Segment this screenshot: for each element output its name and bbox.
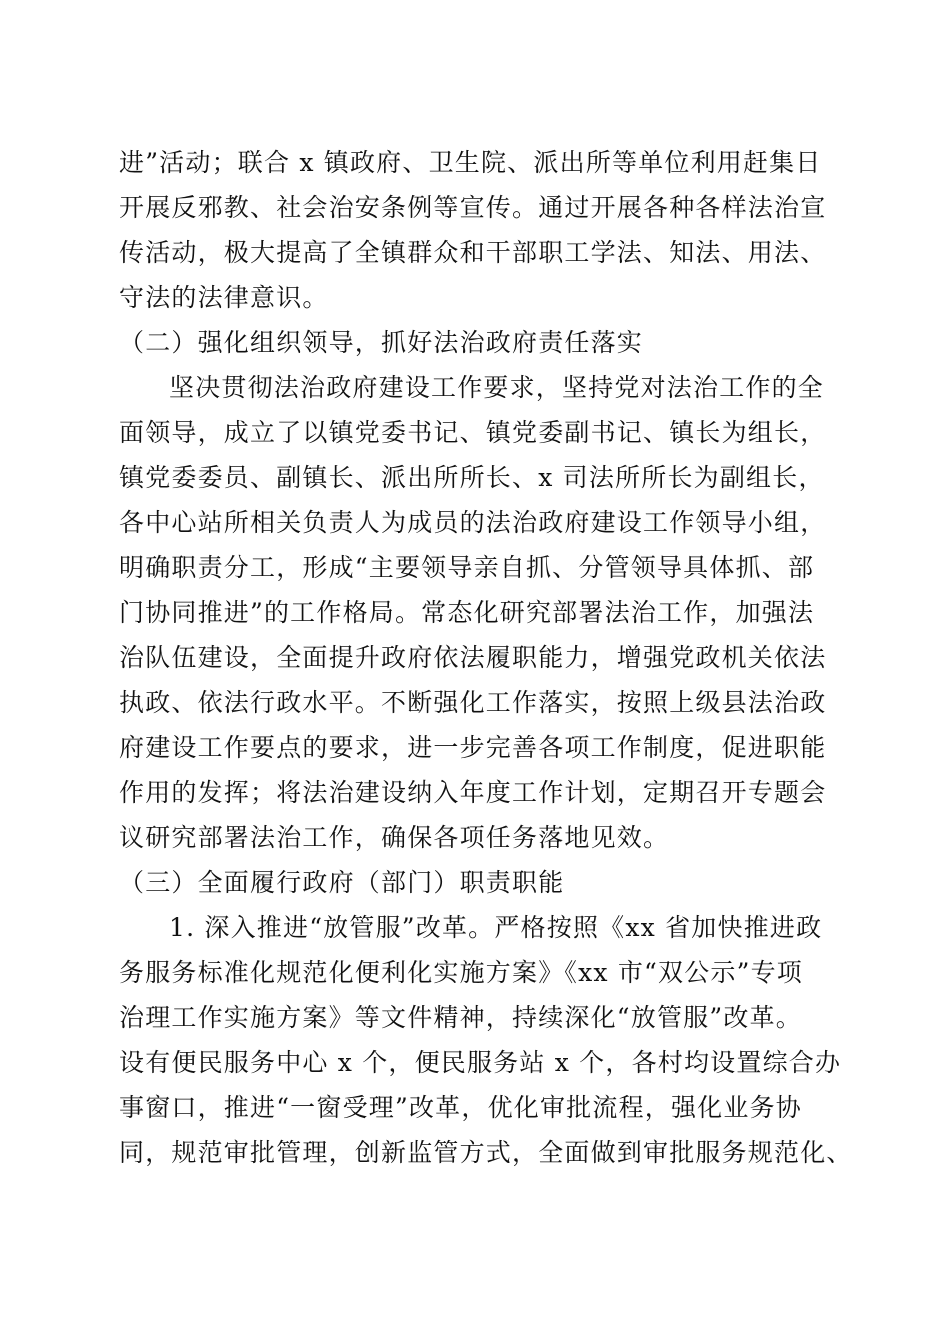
text-line: 进”活动；联合 x 镇政府、卫生院、派出所等单位利用赶集日 (119, 148, 822, 177)
paragraph-publicity-activities (119, 140, 831, 320)
text-line: 镇党委委员、副镇长、派出所所长、x 司法所所长为副组长， (119, 463, 825, 492)
text-line: 府建设工作要点的要求，进一步完善各项工作制度，促进职能 (119, 733, 827, 762)
text-line: 事窗口，推进“一窗受理”改革，优化审批流程，强化业务协 (119, 1093, 802, 1122)
text-line: 1. 深入推进“放管服”改革。严格按照《xx 省加快推进政 (169, 913, 823, 942)
text-line: 同，规范审批管理，创新监管方式，全面做到审批服务规范化、 (119, 1138, 853, 1167)
section-heading-3 (119, 860, 831, 905)
text-line: 务服务标准化规范化便利化实施方案》《xx 市“双公示”专项 (119, 958, 804, 987)
paragraph-reform (119, 905, 853, 1175)
text-line: 治队伍建设，全面提升政府依法履职能力，增强党政机关依法 (119, 643, 827, 672)
text-line: 各中心站所相关负责人为成员的法治政府建设工作领导小组， (119, 508, 827, 537)
text-line: 执政、依法行政水平。不断强化工作落实，按照上级县法治政 (119, 688, 827, 717)
text-line: 传活动，极大提高了全镇群众和干部职工学法、知法、用法、 (119, 238, 827, 267)
text-line: 议研究部署法治工作，确保各项任务落地见效。 (119, 823, 670, 852)
document-body (119, 140, 853, 1175)
text-line: 守法的法律意识。 (119, 283, 329, 312)
text-line: 作用的发挥；将法治建设纳入年度工作计划，定期召开专题会 (119, 778, 827, 807)
heading-text: （三）全面履行政府（部门）职责职能 (119, 868, 565, 897)
heading-text: （二）强化组织领导，抓好法治政府责任落实 (119, 328, 644, 357)
text-line: 治理工作实施方案》等文件精神，持续深化“放管服”改革。 (119, 1003, 802, 1032)
text-line: 开展反邪教、社会治安条例等宣传。通过开展各种各样法治宣 (119, 193, 827, 222)
paragraph-organizational-leadership (119, 365, 831, 860)
text-line: 面领导，成立了以镇党委书记、镇党委副书记、镇长为组长， (119, 418, 827, 447)
section-heading-2 (119, 320, 831, 365)
text-line: 明确职责分工，形成“主要领导亲自抓、分管领导具体抓、部 (119, 553, 815, 582)
text-line: 门协同推进”的工作格局。常态化研究部署法治工作，加强法 (119, 598, 815, 627)
text-line: 坚决贯彻法治政府建设工作要求，坚持党对法治工作的全 (169, 373, 825, 402)
text-line: 设有便民服务中心 x 个，便民服务站 x 个，各村均设置综合办 (119, 1048, 842, 1077)
